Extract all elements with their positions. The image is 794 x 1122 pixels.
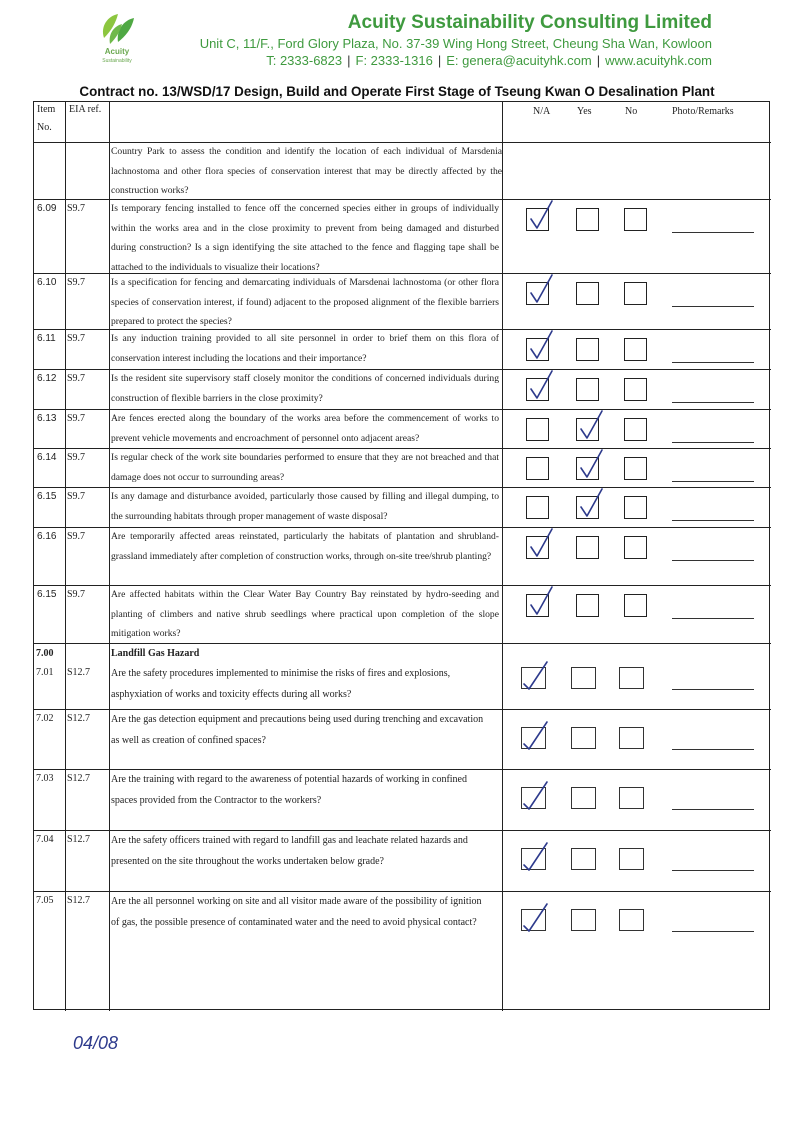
row-question: Are fences erected along the boundary of the works area before the commencement of works to prevent vehicle movements and encroachment of personnel onto adjacent areas? bbox=[111, 413, 499, 444]
checkbox-yes[interactable] bbox=[571, 667, 596, 689]
checkbox-na[interactable] bbox=[526, 457, 549, 480]
website: www.acuityhk.com bbox=[605, 53, 712, 68]
checkbox-no[interactable] bbox=[624, 594, 647, 617]
checkbox-no[interactable] bbox=[619, 667, 644, 689]
checkbox-yes[interactable] bbox=[576, 338, 599, 361]
row-question: Is any damage and disturbance avoided, particularly those caused by filling and illegal dumping, to the surrounding habitats through proper management of waste disposal? bbox=[111, 491, 499, 522]
remarks-line[interactable] bbox=[672, 402, 754, 403]
remarks-line[interactable] bbox=[672, 560, 754, 561]
checkbox-no[interactable] bbox=[624, 496, 647, 519]
company-name: Acuity Sustainability Consulting Limited bbox=[347, 12, 712, 33]
remarks-line[interactable] bbox=[672, 689, 754, 690]
checkbox-yes[interactable] bbox=[576, 378, 599, 401]
header-divider bbox=[34, 142, 771, 143]
remarks-line[interactable] bbox=[672, 362, 754, 363]
checkbox-no[interactable] bbox=[624, 282, 647, 305]
checkbox-yes[interactable] bbox=[571, 909, 596, 931]
col-header-item: Item bbox=[37, 104, 56, 115]
row-item-number: 7.01 bbox=[36, 667, 54, 678]
row-item-number: 6.10 bbox=[37, 277, 57, 288]
row-question: Is temporary fencing installed to fence off the concerned species either in groups of individually within the works area and in the close proximity to prevent from being damaged and disturbed during construction? Is a sign identifying the site attached to the fence and flagging tape shall be attached to the individuals to visualize their locations? bbox=[111, 203, 499, 273]
checkbox-na[interactable] bbox=[526, 418, 549, 441]
row-item-number: 6.12 bbox=[37, 373, 57, 384]
row-eia-ref: S12.7 bbox=[67, 713, 91, 724]
row-eia-ref: S9.7 bbox=[67, 589, 86, 600]
row-question: Is a specification for fencing and demarcating individuals of Marsdenai lachnostoma (or other flora species of conservation interest, if found) adjacent to the proposed alignment of the flexible barriers prepared to protect the species? bbox=[111, 277, 499, 327]
row-eia-ref: S9.7 bbox=[67, 531, 86, 542]
checkbox-no[interactable] bbox=[619, 848, 644, 870]
section-number: 7.00 bbox=[36, 648, 54, 659]
remarks-line[interactable] bbox=[672, 618, 754, 619]
continued-question: Country Park to assess the condition and identify the location of each individual of Marsdenia lachnostoma and other flora species of conservation interest that may be directly affected by the construction works? bbox=[111, 146, 502, 196]
col-header-yes: Yes bbox=[577, 106, 592, 117]
col-header-no-answer: No bbox=[625, 106, 638, 117]
col-header-eia: EIA ref. bbox=[69, 104, 102, 115]
checkbox-na[interactable] bbox=[526, 282, 549, 305]
row-item-number: 7.03 bbox=[36, 773, 54, 784]
checkbox-no[interactable] bbox=[624, 338, 647, 361]
remarks-line[interactable] bbox=[672, 931, 754, 932]
row-question: Are the safety procedures implemented to minimise the risks of fires and explosions, asphyxiation of works and toxicity effects during all works? bbox=[111, 668, 451, 700]
row-eia-ref: S9.7 bbox=[67, 203, 86, 214]
checkbox-no[interactable] bbox=[619, 909, 644, 931]
row-item-number: 6.16 bbox=[37, 531, 57, 542]
checkbox-no[interactable] bbox=[624, 418, 647, 441]
checkbox-na[interactable] bbox=[526, 338, 549, 361]
checkbox-na[interactable] bbox=[526, 536, 549, 559]
checkbox-yes[interactable] bbox=[576, 282, 599, 305]
row-item-number: 6.11 bbox=[37, 333, 56, 344]
row-eia-ref: S9.7 bbox=[67, 277, 86, 288]
remarks-line[interactable] bbox=[672, 809, 754, 810]
row-question: Are the safety officers trained with regard to landfill gas and leachate related hazards and presented on the site throughout the works undertaken below grade? bbox=[111, 835, 468, 867]
checklist-table bbox=[33, 101, 770, 1010]
row-eia-ref: S12.7 bbox=[67, 667, 91, 678]
row-eia-ref: S9.7 bbox=[67, 452, 86, 463]
checkbox-na[interactable] bbox=[526, 496, 549, 519]
row-question: Are affected habitats within the Clear Water Bay Country Bay reinstated by hydro-seeding and planting of climbers and native shrub seedlings where practical upon completion of the slope mitigation works? bbox=[111, 589, 499, 639]
company-address: Unit C, 11/F., Ford Glory Plaza, No. 37-39 Wing Hong Street, Cheung Sha Wan, Kowloon bbox=[199, 36, 712, 51]
remarks-line[interactable] bbox=[672, 870, 754, 871]
checkbox-na[interactable] bbox=[521, 787, 546, 809]
row-eia-ref: S12.7 bbox=[67, 773, 91, 784]
row-eia-ref: S9.7 bbox=[67, 491, 86, 502]
checkbox-yes[interactable] bbox=[576, 496, 599, 519]
row-question: Are the training with regard to the awareness of potential hazards of working in confined spaces provided from the Contractor to the workers? bbox=[111, 774, 467, 806]
row-eia-ref: S9.7 bbox=[67, 373, 86, 384]
row-eia-ref: S12.7 bbox=[67, 834, 91, 845]
row-item-number: 6.15 bbox=[37, 491, 57, 502]
row-item-number: 6.13 bbox=[37, 413, 57, 424]
checkbox-yes[interactable] bbox=[571, 727, 596, 749]
text-answer-divider bbox=[502, 102, 503, 1011]
checkbox-no[interactable] bbox=[624, 378, 647, 401]
row-eia-ref: S12.7 bbox=[67, 895, 91, 906]
remarks-line[interactable] bbox=[672, 442, 754, 443]
row-item-number: 6.14 bbox=[37, 452, 57, 463]
fax: F: 2333-1316 bbox=[355, 53, 433, 68]
row-item-number: 7.05 bbox=[36, 895, 54, 906]
checkbox-yes[interactable] bbox=[571, 848, 596, 870]
row-question: Are the all personnel working on site and all visitor made aware of the possibility of ignition of gas, the possible presence of contaminated water and the need to avoid physical contact? bbox=[111, 896, 482, 928]
contract-title: Contract no. 13/WSD/17 Design, Build and Operate First Stage of Tseung Kwan O Desalination Plant bbox=[79, 84, 715, 99]
checkbox-na[interactable] bbox=[526, 378, 549, 401]
row-eia-ref: S9.7 bbox=[67, 413, 86, 424]
checkbox-yes[interactable] bbox=[571, 787, 596, 809]
checkbox-na[interactable] bbox=[526, 208, 549, 231]
checkbox-no[interactable] bbox=[624, 208, 647, 231]
eia-text-divider bbox=[109, 102, 110, 1011]
checkbox-yes[interactable] bbox=[576, 594, 599, 617]
row-question: Are temporarily affected areas reinstated, particularly the habitats of plantation and shrubland-grassland immediately after completion of construction works, through on-site tree/shrub planting? bbox=[111, 531, 499, 562]
row-question: Is any induction training provided to all site personnel in order to brief them on this flora of conservation interest including the locations and their importance? bbox=[111, 333, 499, 364]
checkbox-yes[interactable] bbox=[576, 208, 599, 231]
header-right-border bbox=[769, 102, 770, 142]
checkbox-na[interactable] bbox=[521, 667, 546, 689]
checkbox-no[interactable] bbox=[624, 457, 647, 480]
section-title: Landfill Gas Hazard bbox=[111, 648, 200, 659]
col-header-no: No. bbox=[37, 122, 52, 133]
row-item-number: 7.02 bbox=[36, 713, 54, 724]
page-number: 04/08 bbox=[73, 1033, 119, 1053]
row-item-number: 6.09 bbox=[37, 203, 57, 214]
remarks-line[interactable] bbox=[672, 481, 754, 482]
checkbox-na[interactable] bbox=[526, 594, 549, 617]
checkbox-na[interactable] bbox=[521, 848, 546, 870]
remarks-line[interactable] bbox=[672, 749, 754, 750]
checkbox-na[interactable] bbox=[521, 727, 546, 749]
checkbox-no[interactable] bbox=[619, 727, 644, 749]
item-eia-divider bbox=[65, 102, 66, 1011]
checkbox-yes[interactable] bbox=[576, 418, 599, 441]
checkbox-na[interactable] bbox=[521, 909, 546, 931]
company-contact: T: 2333-6823 | F: 2333-1316 | E: genera@acuityhk.com | www.acuityhk.com bbox=[266, 53, 712, 68]
checkbox-no[interactable] bbox=[619, 787, 644, 809]
row-item-number: 6.15 bbox=[37, 589, 57, 600]
row-question: Is the resident site supervisory staff closely monitor the conditions of concerned individuals during construction of flexible barriers in the close proximity? bbox=[111, 373, 499, 404]
row-question: Are the gas detection equipment and precautions being used during trenching and excavation as well as creation of confined spaces? bbox=[111, 714, 484, 746]
row-question: Is regular check of the work site boundaries performed to ensure that they are not breached and that damage does not occur to surrounding areas? bbox=[111, 452, 499, 483]
checkbox-yes[interactable] bbox=[576, 536, 599, 559]
email: E: genera@acuityhk.com bbox=[446, 53, 592, 68]
checkbox-yes[interactable] bbox=[576, 457, 599, 480]
tel: T: 2333-6823 bbox=[266, 53, 343, 68]
row-eia-ref: S9.7 bbox=[67, 333, 86, 344]
remarks-line[interactable] bbox=[672, 520, 754, 521]
col-header-na: N/A bbox=[533, 106, 551, 117]
logo-text: Acuity bbox=[104, 47, 130, 56]
remarks-line[interactable] bbox=[672, 232, 754, 233]
row-item-number: 7.04 bbox=[36, 834, 54, 845]
remarks-line[interactable] bbox=[672, 306, 754, 307]
col-header-remarks: Photo/Remarks bbox=[672, 106, 734, 117]
checkbox-no[interactable] bbox=[624, 536, 647, 559]
logo-subtext: Sustainability bbox=[102, 58, 132, 64]
